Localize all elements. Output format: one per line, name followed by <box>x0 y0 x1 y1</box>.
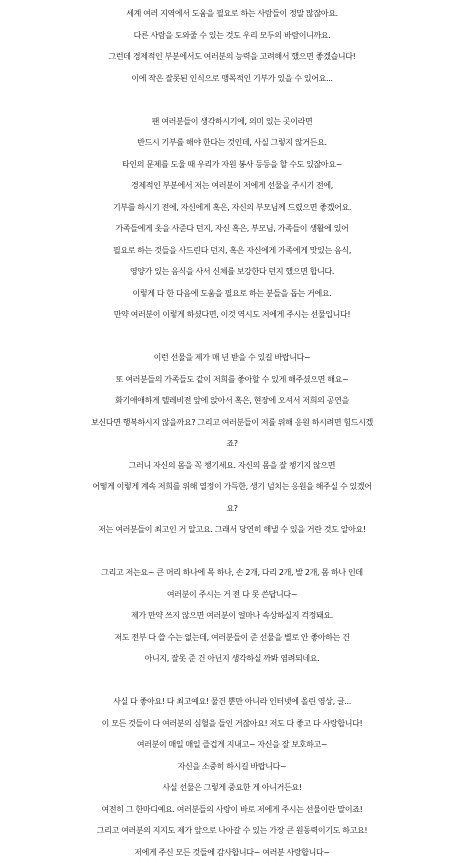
text-line: 그런데 경제적인 부분에서도 여러분의 능력을 고려해서 했으면 좋겠습니다! <box>0 46 464 68</box>
text-line: 사실 선물은 그렇게 중요한 게 아니거든요! <box>0 777 464 799</box>
text-line: 이에 작은 잘못된 인식으로 맹목적인 기부가 있을 수 있어요... <box>0 68 464 90</box>
text-line: 그러니 자신의 몸을 꼭 챙기세요. 자신의 몸을 잘 챙기지 않으면 <box>0 455 464 477</box>
text-line: 세계 여러 지역에서 도움을 필요로 하는 사람들이 정말 많잖아요. <box>0 3 464 25</box>
paragraph-2 <box>0 111 464 326</box>
paragraph-spacer <box>0 89 464 111</box>
text-line: 저에게 주신 모든 것들에 감사합니다~ 여러분 사랑합니다~ <box>0 842 464 863</box>
text-line: 저는 여러분들이 최고인 거 알고요. 그래서 당연히 해낼 수 있을 거란 것도 알아요! <box>0 519 464 541</box>
text-line: 제가 만약 쓰지 않으면 여러분이 얼마나 속상하실지 걱정돼요. <box>0 605 464 627</box>
text-line: 여전히 그 한마디예요. 여러분들의 사랑이 바로 저에게 주시는 선물이란 말이죠! <box>0 799 464 821</box>
text-line: 저도 전부 다 쓸 수는 없는데, 여러분들이 준 선물을 별로 안 좋아하는 건 <box>0 627 464 649</box>
text-line: 사실 다 좋아요! 다 최고예요! 물건 뿐만 아니라 인터넷에 올린 영상, 글... <box>0 691 464 713</box>
paragraph-3 <box>0 347 464 541</box>
text-line: 팬 여러분들이 생각하시기에, 의미 있는 곳이라면 <box>0 111 464 133</box>
text-line: 반드시 기부를 해야 한다는 것인데, 사실 그렇지 않거든요. <box>0 132 464 154</box>
text-line: 만약 여러분이 이렇게 하셨다면, 이것 역시도 저에게 주시는 선물입니다! <box>0 304 464 326</box>
text-line: 이 모든 것들이 다 여러분의 심혈을 들인 거잖아요! 저도 다 좋고 다 사랑합니다! <box>0 713 464 735</box>
text-line: 경제적인 부분에서 저는 여러분이 저에게 선물을 주시기 전에, <box>0 175 464 197</box>
text-line: 아니지, 잘못 준 건 아닌지 생각하실 까봐 염려되네요. <box>0 648 464 670</box>
text-line: 자신을 소중히 하시길 바랍니다~ <box>0 756 464 778</box>
paragraph-1 <box>0 3 464 89</box>
text-line: 보신다면 행복하시지 않을까요? 그리고 여러분들이 저를 위해 응원 하시려면 힘드시겠 <box>0 412 464 434</box>
text-line: 화기애애하게 텔레비전 앞에 앉아서 혹은, 현장에 오셔서 저희의 공연을 <box>0 390 464 412</box>
text-line: 죠? <box>0 433 464 455</box>
text-line: 어떻게 이렇게 계속 저희를 위해 열정이 가득한, 생기 넘치는 응원을 해주실 수 있겠어 <box>0 476 464 498</box>
paragraph-4 <box>0 562 464 670</box>
text-line: 그리고 저는요~ 큰 머리 하나에 목 하나, 손 2개, 다리 2개, 발 2개, 몸 하나 인데 <box>0 562 464 584</box>
text-line: 또 여러분들의 가족들도 같이 저희를 좋아할 수 있게 해주셨으면 해요~ <box>0 369 464 391</box>
text-line: 그리고 여러분의 지지도 제가 앞으로 나아갈 수 있는 가장 큰 원동력이기도 하고요! <box>0 820 464 842</box>
text-line: 요? <box>0 498 464 520</box>
text-line: 여러분이 주시는 거 전 다 못 쓴답니다~ <box>0 584 464 606</box>
text-line: 필요로 하는 것들을 사드린다 던지, 혹은 자신에게 가족에게 맛있는 음식, <box>0 240 464 262</box>
paragraph-5 <box>0 691 464 863</box>
text-line: 타인의 문제를 도울 때 우리가 자원 봉사 등등을 할 수도 있잖아요~ <box>0 154 464 176</box>
text-line: 영양가 있는 음식을 사서 신체를 보강한다 던지 했으면 합니다. <box>0 261 464 283</box>
paragraph-spacer <box>0 670 464 692</box>
text-line: 이렇게 다 한 다음에 도움을 필요로 하는 분들을 돕는 거에요. <box>0 283 464 305</box>
text-line: 기부를 하시기 전에, 자신에게 혹은, 자신의 부모님께 드렸으면 좋겠어요. <box>0 197 464 219</box>
paragraph-spacer <box>0 541 464 563</box>
paragraph-spacer <box>0 326 464 348</box>
text-line: 여러분이 매일 매일 즐겁게 지내고~ 자신을 잘 보호하고~ <box>0 734 464 756</box>
text-line: 다른 사람을 도와줄 수 있는 것도 우리 모두의 바람이니까요. <box>0 25 464 47</box>
text-line: 이런 선물을 제가 매 년 받을 수 있길 바랍니다~ <box>0 347 464 369</box>
text-line: 가족들에게 옷을 사준다 던지, 자신 혹은, 부모님, 가족들이 생활에 있어 <box>0 218 464 240</box>
